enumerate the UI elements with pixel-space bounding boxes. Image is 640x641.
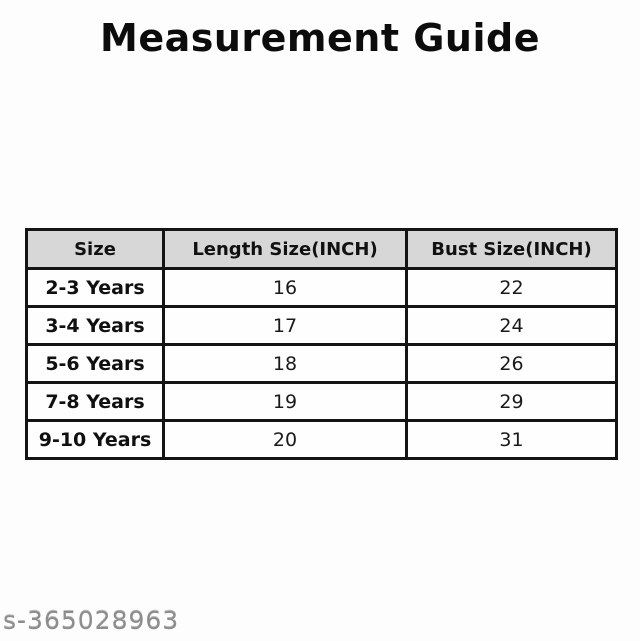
table-row <box>27 307 617 345</box>
table-row <box>27 383 617 421</box>
length-cell: 18 <box>164 345 407 383</box>
page-title: Measurement Guide <box>100 16 540 60</box>
bust-cell: 26 <box>407 345 617 383</box>
bust-cell: 24 <box>407 307 617 345</box>
size-cell: 9-10 Years <box>27 421 164 459</box>
table-header-row <box>27 230 617 269</box>
header-cell-length: Length Size(INCH) <box>164 230 407 269</box>
length-cell: 20 <box>164 421 407 459</box>
size-cell: 2-3 Years <box>27 269 164 307</box>
table-row <box>27 269 617 307</box>
table-row <box>27 421 617 459</box>
bust-cell: 22 <box>407 269 617 307</box>
table-row <box>27 345 617 383</box>
watermark-id: s-365028963 <box>3 606 180 635</box>
length-cell: 16 <box>164 269 407 307</box>
header-cell-bust: Bust Size(INCH) <box>407 230 617 269</box>
header-cell-size: Size <box>27 230 164 269</box>
length-cell: 19 <box>164 383 407 421</box>
bust-cell: 31 <box>407 421 617 459</box>
size-cell: 5-6 Years <box>27 345 164 383</box>
measurement-table <box>25 228 618 460</box>
length-cell: 17 <box>164 307 407 345</box>
size-cell: 7-8 Years <box>27 383 164 421</box>
size-cell: 3-4 Years <box>27 307 164 345</box>
bust-cell: 29 <box>407 383 617 421</box>
